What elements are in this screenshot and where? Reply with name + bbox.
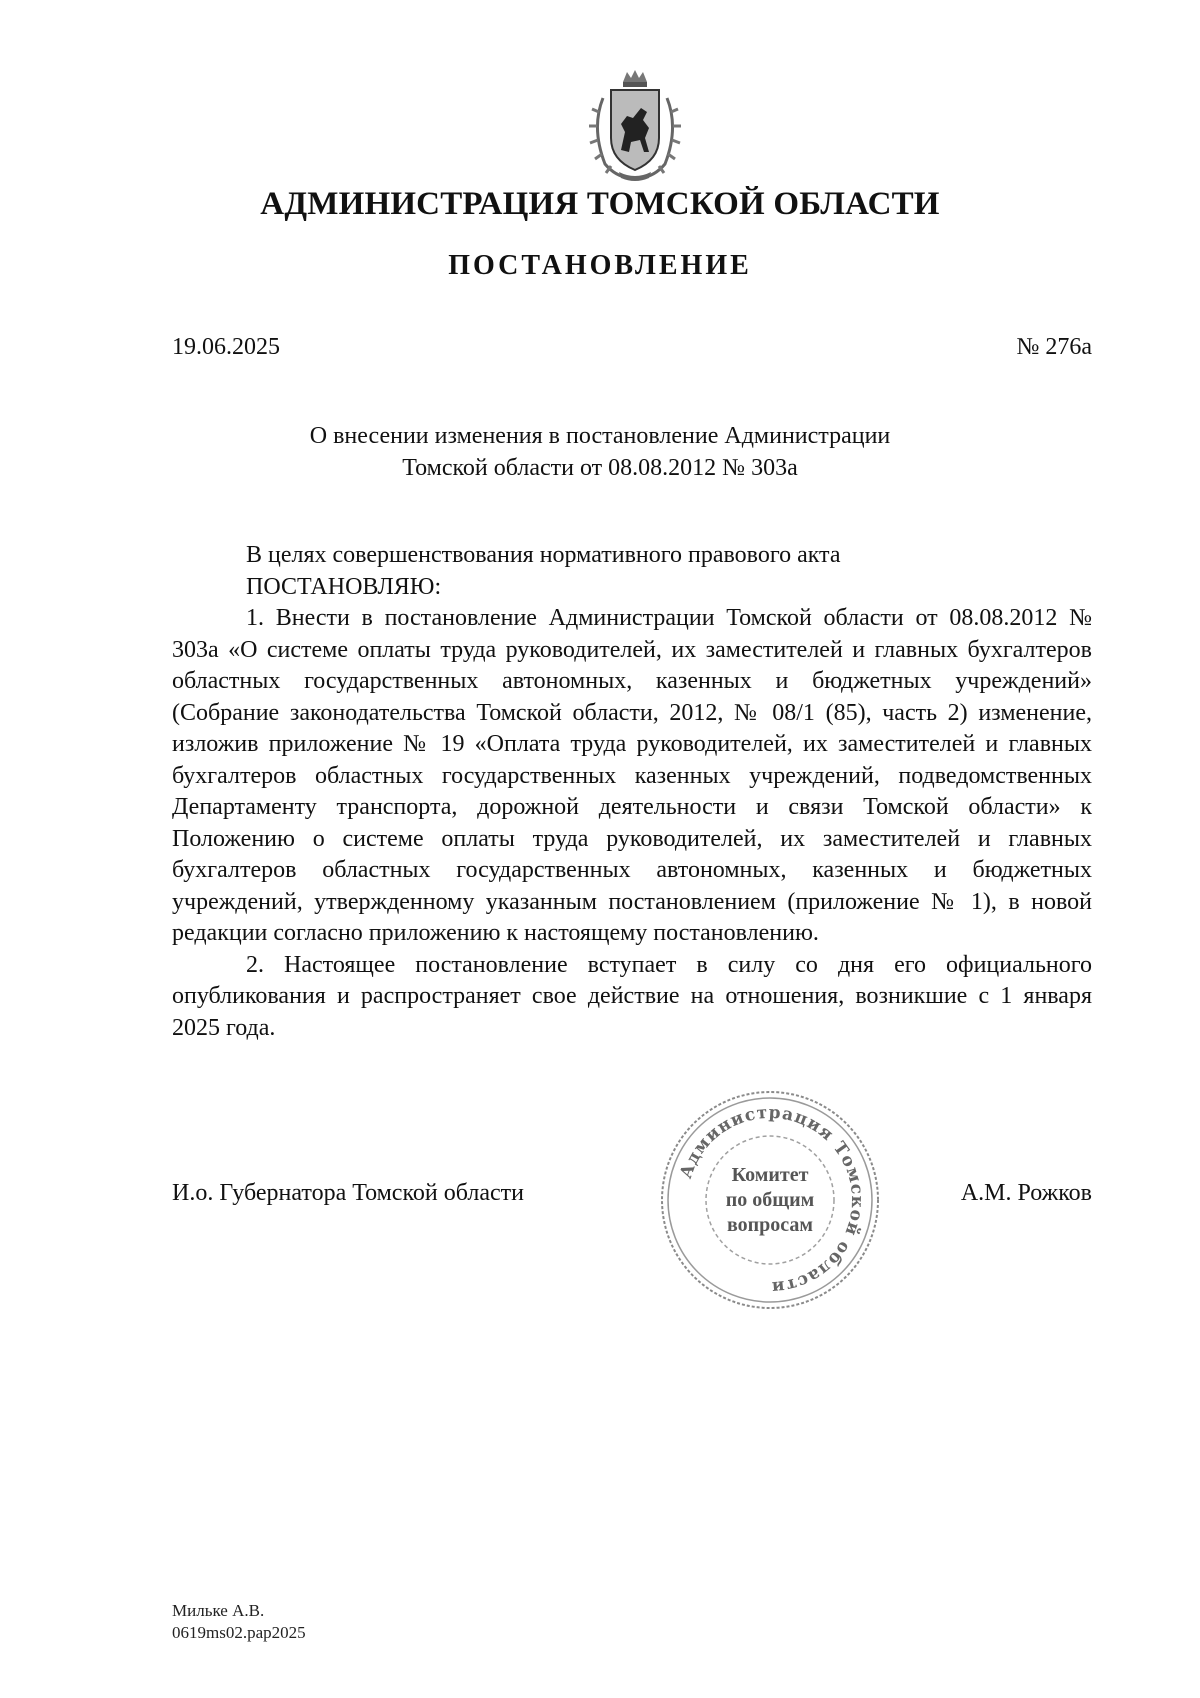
stamp-ring-text: Администрация Томской области xyxy=(676,1102,868,1298)
organization-title: АДМИНИСТРАЦИЯ ТОМСКОЙ ОБЛАСТИ xyxy=(260,186,940,222)
signatory-name: А.М. Рожков xyxy=(960,1180,1092,1206)
stamp-center-text xyxy=(655,1163,885,1238)
footer-file-code: 0619ms02.pap2025 xyxy=(172,1623,306,1642)
stamp-line-1: Комитет xyxy=(731,1164,809,1186)
stamp-line-3: вопросам xyxy=(726,1214,814,1236)
official-stamp xyxy=(655,1085,885,1315)
document-number: № 276а xyxy=(1016,334,1092,360)
document-type: ПОСТАНОВЛЕНИЕ xyxy=(448,250,752,281)
subject-line-1: О внесении изменения в постановление Администрации xyxy=(309,423,891,449)
signatory-role: И.о. Губернатора Томской области xyxy=(172,1180,524,1206)
document-date: 19.06.2025 xyxy=(172,334,280,360)
item-1-paragraph: 1. Внести в постановление Администрации Томской области от 08.08.2012 № 303а «О системе оплаты труда руководителей, их заместителей и главных бухгалтеров областных государственных автономных, казенных и бюджетных учреждений» (Собрание законодательства Томской области, 2012, № 08/1 (85), часть 2) изменение, изложив приложение № 19 «Оплата труда руководителей, их заместителей и главных бухгалтеров областных государственных казенных учреждений, подведомственных Департаменту транспорта, дорожной деятельности и связи Томской области» к Положению о системе оплаты труда руководителей, их заместителей и главных бухгалтеров областных государственных автономных, казенных и бюджетных учреждений, утвержденному указанным постановлением (приложение № 1), в новой редакции согласно приложению к настоящему постановлению. xyxy=(172,605,1092,946)
subject-line-2: Томской области от 08.08.2012 № 303а xyxy=(402,455,798,481)
document-footer xyxy=(172,1600,306,1644)
item-2-paragraph: 2. Настоящее постановление вступает в силу со дня его официального опубликования и распространяет свое действие на отношения, возникшие с 1 января 2025 года. xyxy=(172,951,1092,1041)
document-subject xyxy=(300,420,900,484)
coat-of-arms-icon xyxy=(585,68,685,186)
document-body xyxy=(172,540,1092,1044)
decree-paragraph: ПОСТАНОВЛЯЮ: xyxy=(246,573,442,600)
stamp-line-2: по общим xyxy=(725,1189,815,1211)
preamble-paragraph: В целях совершенствования нормативного правового акта xyxy=(246,542,841,568)
footer-author: Мильке А.В. xyxy=(172,1601,265,1620)
